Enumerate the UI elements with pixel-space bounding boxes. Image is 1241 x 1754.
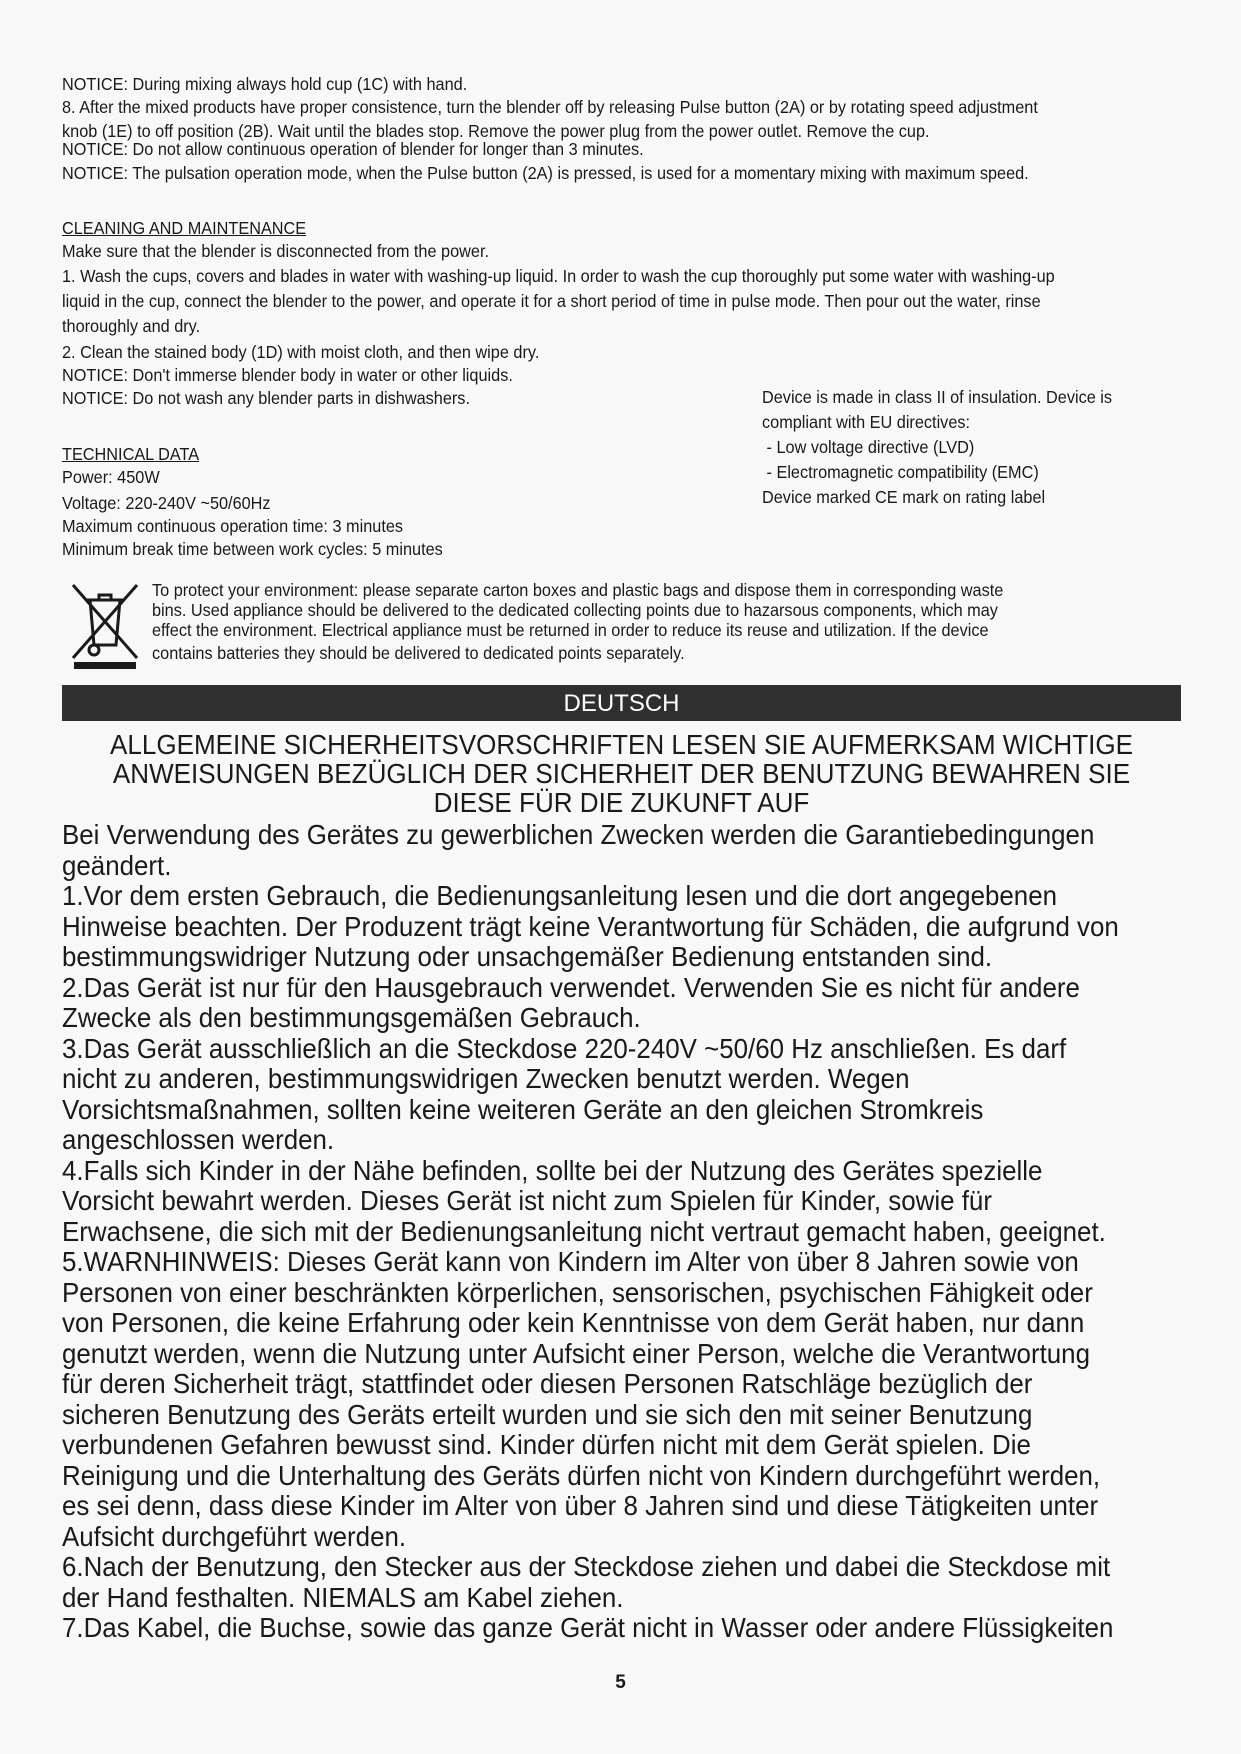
compliance-line: compliant with EU directives: [762, 412, 971, 432]
german-line: es sei denn, dass diese Kinder im Alter von über 8 Jahren sind und diese Tätigkeiten unter [62, 1490, 1099, 1521]
step-8-line-2: knob (1E) to off position (2B). Wait until the blades stop. Remove the power plug from the power outlet. Remove the cup. [62, 121, 930, 141]
german-line: 5.WARNHINWEIS: Dieses Gerät kann von Kindern im Alter von über 8 Jahren sowie von [62, 1246, 1079, 1277]
technical-line: Maximum continuous operation time: 3 minutes [62, 516, 404, 536]
compliance-block [762, 385, 1138, 510]
german-line: sicheren Benutzung des Geräts erteilt wurden und sie sich den mit seiner Benutzung [62, 1398, 1033, 1430]
german-line: 4.Falls sich Kinder in der Nähe befinden, sollte bei der Nutzung des Gerätes spezielle [62, 1154, 1043, 1186]
german-line: Aufsicht durchgeführt werden. [62, 1520, 407, 1552]
german-line: Reinigung und die Unterhaltung des Geräts dürfen nicht von Kindern durchgeführt werden, [62, 1459, 1101, 1491]
heading-line: ANWEISUNGEN BEZÜGLICH DER SICHERHEIT DER BENUTZUNG BEWAHREN SIE [112, 758, 1131, 789]
heading-line: ALLGEMEINE SICHERHEITSVORSCHRIFTEN LESEN SIE AUFMERKSAM WICHTIGE [110, 729, 1133, 760]
german-line: der Hand festhalten. NIEMALS am Kabel ziehen. [62, 1581, 624, 1613]
german-line: genutzt werden, wenn die Nutzung unter Aufsicht einer Person, welche die Verantwortung [62, 1337, 1091, 1369]
compliance-line: Device marked CE mark on rating label [762, 487, 1046, 507]
notice-pulse: NOTICE: The pulsation operation mode, when the Pulse button (2A) is pressed, is used for a momentary mixing with maximum speed. [62, 163, 1029, 183]
cleaning-line: Make sure that the blender is disconnected from the power. [62, 241, 490, 261]
language-section-bar: DEUTSCH [62, 685, 1181, 721]
cleaning-line: thoroughly and dry. [62, 316, 201, 336]
german-line: angeschlossen werden. [62, 1124, 335, 1155]
german-body [62, 820, 1205, 1644]
cleaning-line: NOTICE: Do not wash any blender parts in dishwashers. [62, 388, 470, 408]
environment-line: contains batteries they should be delivered to dedicated points separately. [152, 643, 685, 663]
german-line: von Personen, die keine Erfahrung oder kein Kenntnisse von dem Gerät haben, nur dann [62, 1307, 1085, 1338]
german-heading [62, 730, 1181, 817]
crossed-out-wheelie-bin-icon [70, 580, 140, 670]
german-line: 7.Das Kabel, die Buchse, sowie das ganze Gerät nicht in Wasser oder andere Flüssigkeiten [62, 1612, 1114, 1643]
cleaning-line: NOTICE: Don't immerse blender body in water or other liquids. [62, 365, 513, 385]
german-line: Erwachsene, die sich mit der Bedienungsanleitung nicht vertraut gemacht haben, geeignet. [62, 1215, 1106, 1247]
cleaning-line: 2. Clean the stained body (1D) with moist cloth, and then wipe dry. [62, 342, 540, 362]
german-line: bestimmungswidriger Nutzung oder unsachgemäßer Bedienung entstanden sind. [62, 941, 993, 972]
heading-line: DIESE FÜR DIE ZUKUNFT AUF [433, 787, 810, 818]
technical-line: Power: 450W [62, 467, 160, 487]
cleaning-section [62, 217, 1129, 410]
german-line: 6.Nach der Benutzung, den Stecker aus der Steckdose ziehen und dabei die Steckdose mit [62, 1551, 1111, 1582]
german-line: Hinweise beachten. Der Produzent trägt keine Verantwortung für Schäden, die aufgrund von [62, 910, 1119, 942]
technical-line: Minimum break time between work cycles: 5 minutes [62, 539, 443, 559]
german-line: Vorsicht bewahrt werden. Dieses Gerät ist nicht zum Spielen für Kinder, sowie für [62, 1185, 992, 1216]
technical-title: TECHNICAL DATA [62, 444, 200, 464]
cleaning-line: liquid in the cup, connect the blender to the power, and operate it for a short period of time in pulse mode. Then pour out the water, rinse [62, 291, 1041, 311]
environment-line: To protect your environment: please separate carton boxes and plastic bags and dispose them in corresponding waste [152, 580, 1004, 600]
technical-section [62, 443, 471, 561]
page-number: 5 [615, 1672, 626, 1693]
german-line: Zwecke als den bestimmungsgemäßen Gebrauch. [62, 1002, 641, 1033]
german-line: verbundenen Gefahren bewusst sind. Kinder dürfen nicht mit dem Gerät spielen. Die [62, 1429, 1031, 1460]
german-line: 3.Das Gerät ausschließlich an die Steckdose 220-240V ~50/60 Hz anschließen. Es darf [62, 1032, 1067, 1064]
german-line: Vorsichtsmaßnahmen, sollten keine weiteren Geräte an den gleichen Stromkreis [62, 1093, 984, 1125]
cleaning-title: CLEANING AND MAINTENANCE [62, 218, 307, 238]
top-notices [62, 73, 1111, 185]
technical-line: Voltage: 220-240V ~50/60Hz [62, 493, 271, 513]
compliance-line: - Low voltage directive (LVD) [762, 437, 975, 457]
german-line: 1.Vor dem ersten Gebrauch, die Bedienungsanleitung lesen und die dort angegebenen [62, 880, 1058, 911]
compliance-line: Device is made in class II of insulation. Device is [762, 387, 1113, 407]
german-line: 2.Das Gerät ist nur für den Hausgebrauch verwendet. Verwenden Sie es nicht für andere [62, 971, 1080, 1003]
notice-hold-cup: NOTICE: During mixing always hold cup (1C) with hand. [62, 74, 468, 94]
environment-line: bins. Used appliance should be delivered to the dedicated collecting points due to hazarsous components, which may [152, 600, 998, 620]
environment-text [152, 580, 1067, 663]
german-line: nicht zu anderen, bestimmungswidrigen Zwecken benutzt werden. Wegen [62, 1063, 910, 1094]
german-line: für deren Sicherheit trägt, stattfindet oder diesen Personen Ratschläge bezüglich der [62, 1368, 1033, 1399]
cleaning-line: 1. Wash the cups, covers and blades in water with washing-up liquid. In order to wash the cup thoroughly put some water with washing-up [62, 266, 1055, 286]
compliance-line: - Electromagnetic compatibility (EMC) [762, 462, 1039, 482]
step-8-line-1: 8. After the mixed products have proper consistence, turn the blender off by releasing Pulse button (2A) or by rotating speed adjustment [62, 97, 1038, 117]
notice-continuous: NOTICE: Do not allow continuous operation of blender for longer than 3 minutes. [62, 139, 644, 159]
german-line: geändert. [62, 849, 172, 881]
german-line: Personen von einer beschränkten körperlichen, sensorischen, psychischen Fähigkeit oder [62, 1276, 1093, 1308]
environment-line: effect the environment. Electrical appliance must be returned in order to reduce its reuse and utilization. If the device [152, 620, 989, 640]
german-line: Bei Verwendung des Gerätes zu gewerblichen Zwecken werden die Garantiebedingungen [62, 819, 1095, 850]
